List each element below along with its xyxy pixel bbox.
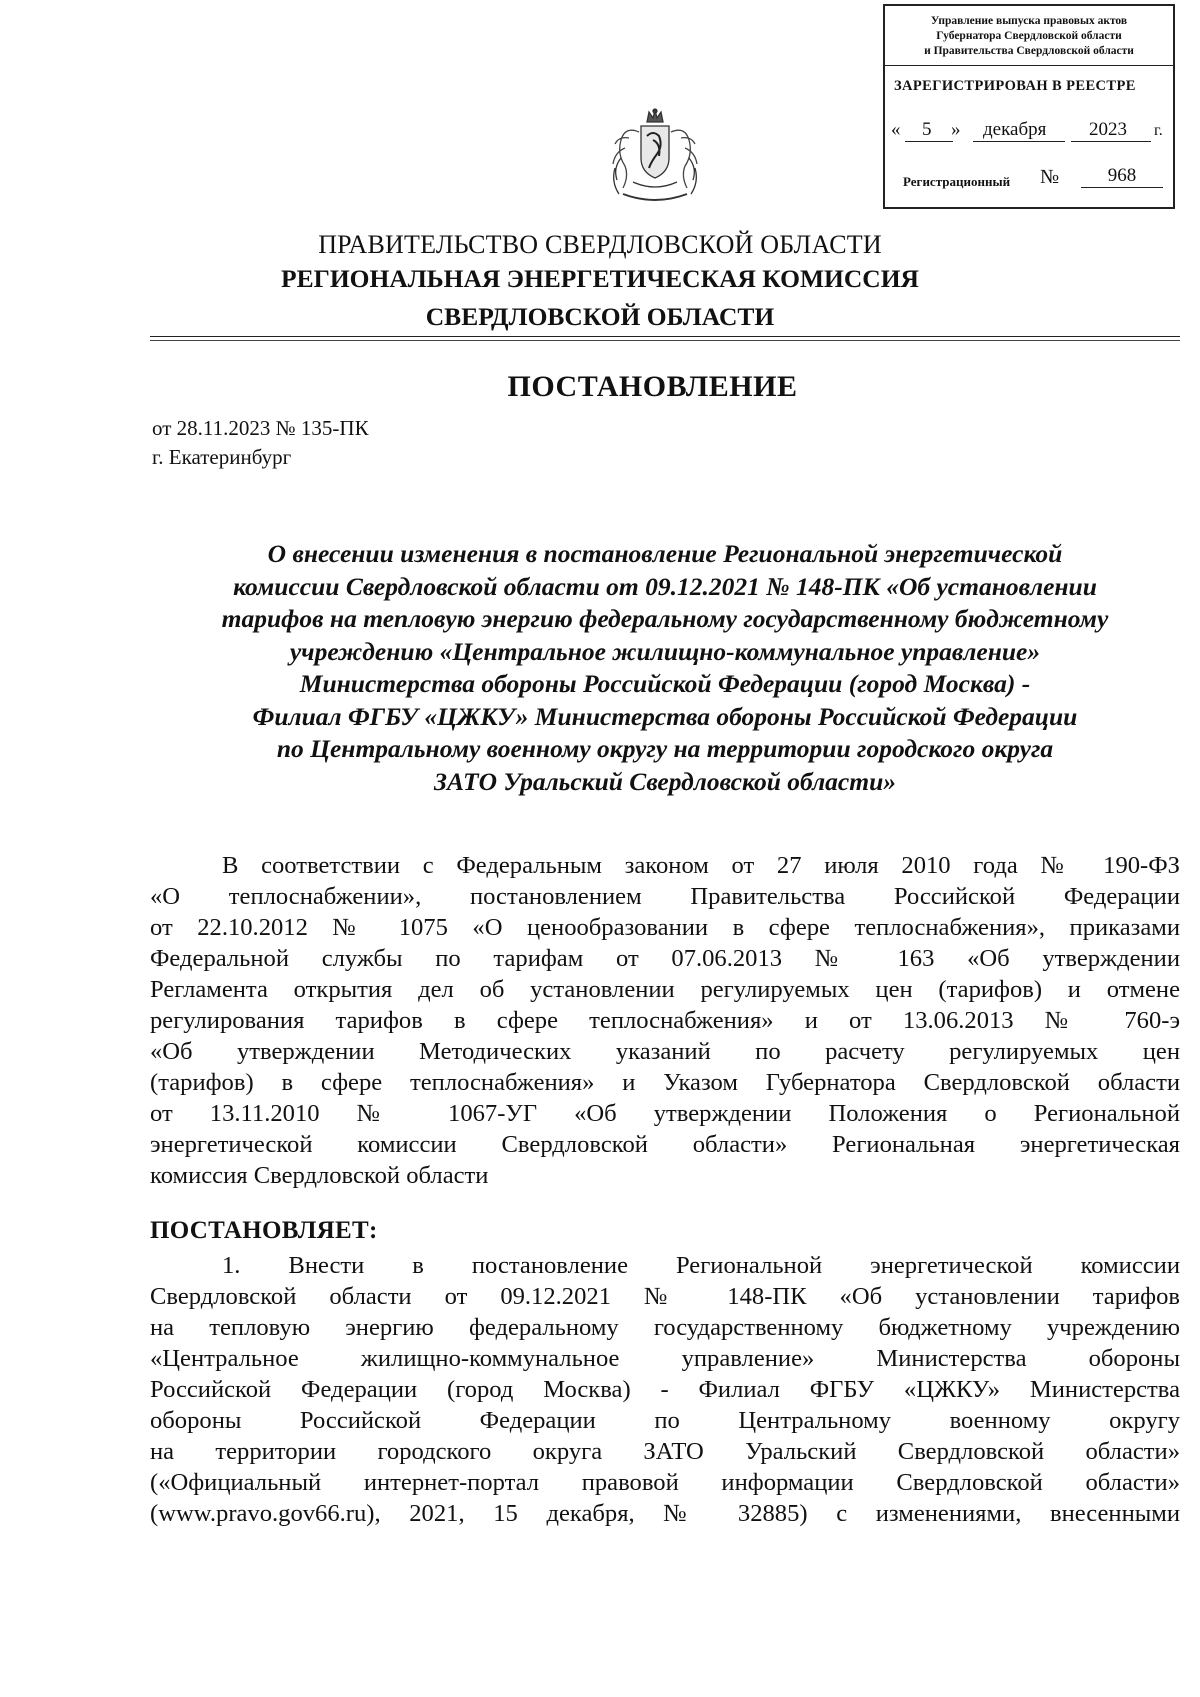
preamble-line: регулирования тарифов в сфере теплоснабжения» и от 13.06.2013 № 760-э xyxy=(150,1007,1180,1034)
stamp-header-line: и Правительства Свердловской области xyxy=(924,45,1134,57)
sverdlovsk-coat-of-arms-icon xyxy=(603,108,707,208)
registration-year: 2023 xyxy=(1089,119,1127,140)
stamp-header-line: Управление выпуска правовых актов xyxy=(930,15,1128,27)
header-divider xyxy=(150,336,1180,337)
government-name: ПРАВИТЕЛЬСТВО СВЕРДЛОВСКОЙ ОБЛАСТИ xyxy=(318,230,882,259)
preamble-line: Регламента открытия дел об установлении регулируемых цен (тарифов) и отмене xyxy=(150,976,1180,1003)
item-line: «Центральное жилищно-коммунальное управление» Министерства обороны xyxy=(150,1345,1180,1372)
item-line: Свердловской области от 09.12.2021 № 148-ПК «Об установлении тарифов xyxy=(150,1283,1180,1310)
preamble-line: «Об утверждении Методических указаний по расчету регулируемых цен xyxy=(150,1038,1180,1065)
preamble-line: «О теплоснабжении», постановлением Правительства Российской Федерации xyxy=(150,883,1180,910)
close-quote: » xyxy=(951,119,961,140)
registration-number xyxy=(903,166,1173,196)
title-line: учреждению «Центральное жилищно-коммунальное управление» xyxy=(289,636,1041,666)
item-line: (www.pravo.gov66.ru), 2021, 15 декабря, № 32885) с изменениями, внесенными xyxy=(150,1500,1180,1527)
document-city: г. Екатеринбург xyxy=(152,445,292,469)
title-line: тарифов на тепловую энергию федеральному государственному бюджетному xyxy=(221,604,1109,633)
title-line: Министерства обороны Российской Федерации (город Москва) - xyxy=(299,669,1031,698)
resolves-heading: ПОСТАНОВЛЯЕТ: xyxy=(150,1217,378,1244)
document-date-number: от 28.11.2023 № 135-ПК xyxy=(152,416,369,440)
stamp-header xyxy=(885,6,1173,66)
open-quote: « xyxy=(891,119,901,140)
preamble-line: комиссия Свердловской области xyxy=(150,1162,489,1189)
preamble-line: от 13.11.2010 № 1067-УГ «Об утверждении Положения о Региональной xyxy=(150,1100,1180,1127)
reg-number-label: Регистрационный xyxy=(903,174,1011,189)
preamble-line: (тарифов) в сфере теплоснабжения» и Указом Губернатора Свердловской области xyxy=(150,1069,1180,1096)
preamble-line: В соответствии с Федеральным законом от 27 июля 2010 года № 190-ФЗ xyxy=(222,852,1180,879)
year-suffix: г. xyxy=(1154,122,1163,139)
registration-day: 5 xyxy=(922,119,932,140)
registration-month: декабря xyxy=(983,119,1047,140)
item-line: Российской Федерации (город Москва) - Филиал ФГБУ «ЦЖКУ» Министерства xyxy=(150,1376,1180,1403)
stamp-header-line: Губернатора Свердловской области xyxy=(936,30,1122,42)
document-title xyxy=(150,538,1180,798)
registration-stamp xyxy=(883,4,1175,209)
title-line: Филиал ФГБУ «ЦЖКУ» Министерства обороны Российской Федерации xyxy=(252,701,1078,731)
title-line: О внесении изменения в постановление Региональной энергетической xyxy=(267,539,1063,568)
title-line: по Центральному военному округу на территории городского округа xyxy=(276,734,1054,763)
title-line: ЗАТО Уральский Свердловской области» xyxy=(433,766,897,796)
commission-name-line2: СВЕРДЛОВСКОЙ ОБЛАСТИ xyxy=(425,302,775,331)
preamble-line: Федеральной службы по тарифам от 07.06.2013 № 163 «Об утверждении xyxy=(150,945,1180,972)
item-line: («Официальный интернет-портал правовой информации Свердловской области» xyxy=(150,1469,1180,1496)
preamble-line: от 22.10.2012 № 1075 «О ценообразовании в сфере теплоснабжения», приказами xyxy=(150,914,1180,941)
reg-number-value: 968 xyxy=(1081,165,1163,188)
preamble-line: энергетической комиссии Свердловской области» Региональная энергетическая xyxy=(150,1131,1180,1158)
item-line: на тепловую энергию федеральному государственному бюджетному учреждению xyxy=(150,1314,1180,1341)
document-type: ПОСТАНОВЛЕНИЕ xyxy=(507,370,798,403)
item-line: на территории городского округа ЗАТО Уральский Свердловской области» xyxy=(150,1438,1180,1465)
header-divider-thin xyxy=(150,340,1180,341)
title-line: комиссии Свердловской области от 09.12.2021 № 148-ПК «Об установлении xyxy=(233,571,1097,601)
registered-label: ЗАРЕГИСТРИРОВАН В РЕЕСТРЕ xyxy=(894,78,1136,94)
commission-name-line1: РЕГИОНАЛЬНАЯ ЭНЕРГЕТИЧЕСКАЯ КОМИССИЯ xyxy=(281,264,919,293)
number-sign: № xyxy=(1040,166,1060,188)
item-line: обороны Российской Федерации по Центральному военному округу xyxy=(150,1407,1180,1434)
registration-date xyxy=(891,119,1171,145)
item-line: 1. Внести в постановление Региональной энергетической комиссии xyxy=(222,1252,1180,1279)
